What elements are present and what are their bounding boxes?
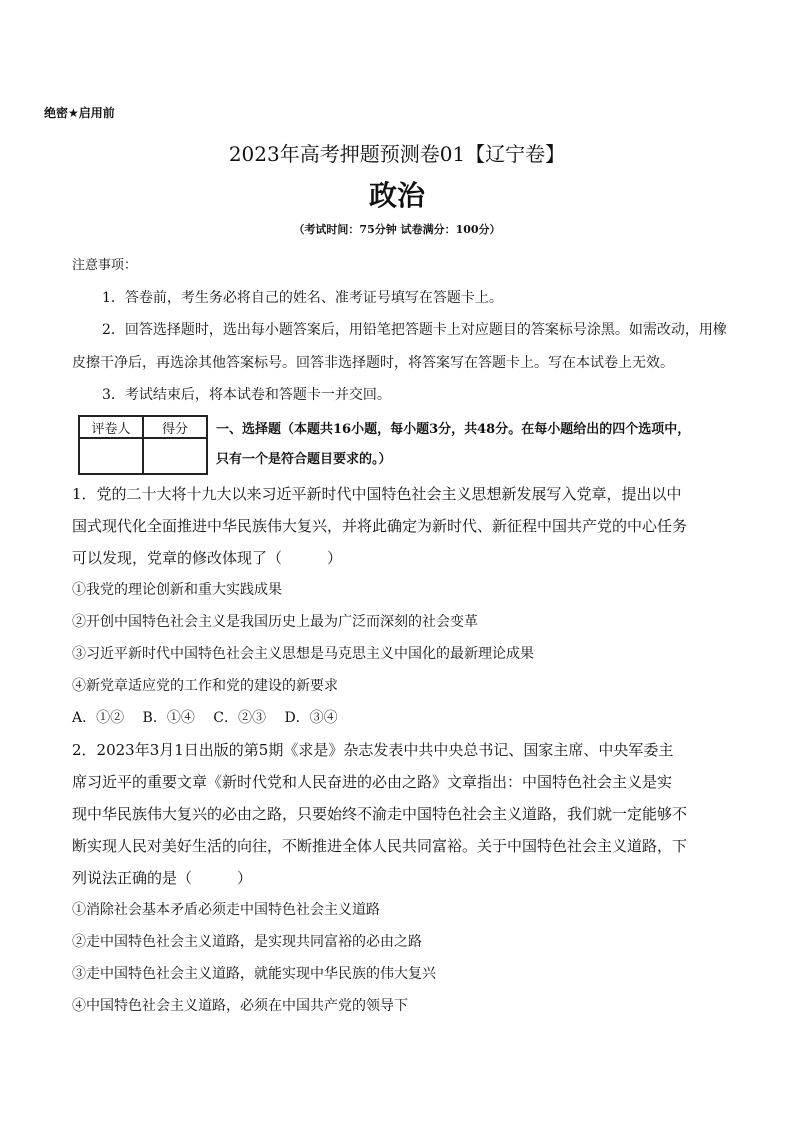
score-cell xyxy=(143,438,207,474)
reviewer-header: 评卷人 xyxy=(79,416,143,438)
section-heading: 一、选择题（本题共16小题，每小题3分，共48分。在每小题给出的四个选项中， xyxy=(216,422,691,437)
confidential-label: 绝密★启用前 xyxy=(44,106,115,120)
score-header: 得分 xyxy=(143,416,207,438)
subject-title: 政治 xyxy=(368,179,425,212)
question-2-option: ②走中国特色社会主义道路，是实现共同富裕的必由之路 xyxy=(72,934,422,950)
question-1-text: 国式现代化全面推进中华民族伟大复兴，并将此确定为新时代、新征程中国共产党的中心任务 xyxy=(72,517,688,535)
grading-table xyxy=(78,415,208,475)
question-1-option: ②开创中国特色社会主义是我国历史上最为广泛而深刻的社会变革 xyxy=(72,614,478,630)
question-2-text: 席习近平的重要文章《新时代党和人民奋进的必由之路》文章指出：中国特色社会主义是实 xyxy=(72,773,673,791)
paper-title: 2023年高考押题预测卷01【辽宁卷】 xyxy=(228,142,566,166)
question-2-option: ①消除社会基本矛盾必须走中国特色社会主义道路 xyxy=(72,902,380,918)
exam-info: （考试时间：75分钟 试卷满分：100分） xyxy=(293,223,501,236)
note-item: 1．答卷前，考生务必将自己的姓名、准考证号填写在答题卡上。 xyxy=(102,290,503,306)
section-heading-cont: 只有一个是符合题目要求的。） xyxy=(216,452,392,467)
question-2-text: 断实现人民对美好生活的向往，不断推进全体人民共同富裕。关于中国特色社会主义道路，下 xyxy=(72,837,688,855)
question-1-choices: A．①② B．①④ C．②③ D．③④ xyxy=(72,710,338,726)
note-item: 2．回答选择题时，选出每小题答案后，用铅笔把答题卡上对应题目的答案标号涂黑。如需改动，用橡 xyxy=(102,322,727,338)
question-2-option: ③走中国特色社会主义道路，就能实现中华民族的伟大复兴 xyxy=(72,966,436,982)
question-1-option: ④新党章适应党的工作和党的建设的新要求 xyxy=(72,678,338,694)
question-1-option: ③习近平新时代中国特色社会主义思想是马克思主义中国化的最新理论成果 xyxy=(72,646,534,662)
notes-heading: 注意事项： xyxy=(72,258,138,273)
question-1-text: 1．党的二十大将十九大以来习近平新时代中国特色社会主义思想新发展写入党章，提出以中 xyxy=(72,485,682,503)
question-1-option: ①我党的理论创新和重大实践成果 xyxy=(72,582,282,598)
question-1-text: 可以发现，党章的修改体现了（ ） xyxy=(72,549,343,567)
reviewer-cell xyxy=(79,438,143,474)
note-item: 3．考试结束后，将本试卷和答题卡一并交回。 xyxy=(102,387,391,403)
question-2-text: 2．2023年3月1日出版的第5期《求是》杂志发表中共中央总书记、国家主席、中央军委主 xyxy=(72,741,674,759)
question-2-text: 现中华民族伟大复兴的必由之路，只要始终不渝走中国特色社会主义道路，我们就一定能够不 xyxy=(72,805,688,823)
question-2-option: ④中国特色社会主义道路，必须在中国共产党的领导下 xyxy=(72,998,408,1014)
note-item: 皮擦干净后，再选涂其他答案标号。回答非选择题时，将答案写在答题卡上。写在本试卷上无效。 xyxy=(72,355,674,371)
question-2-text: 列说法正确的是（ ） xyxy=(72,869,253,887)
